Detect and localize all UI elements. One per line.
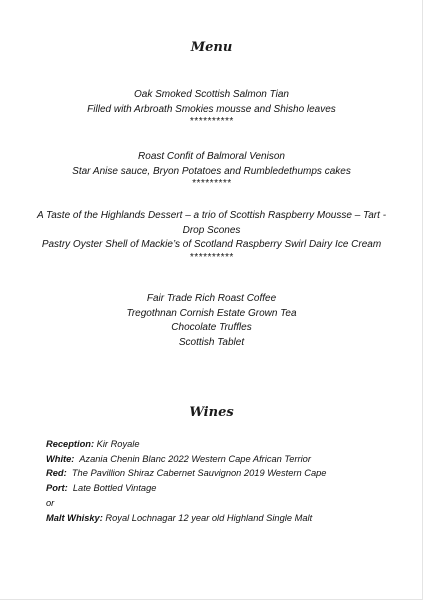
menu-title: Menu — [190, 40, 233, 55]
course-title: Oak Smoked Scottish Salmon Tian — [134, 89, 289, 100]
after-dinner-item: Tregothnan Cornish Estate Grown Tea — [126, 307, 297, 319]
wine-row-reception — [46, 437, 406, 452]
course-title: Roast Confit of Balmoral Venison — [138, 151, 285, 162]
course-separator: ********* — [191, 178, 232, 190]
wine-row-white — [46, 452, 406, 467]
wine-row-malt-whisky — [46, 511, 406, 526]
wine-label: Malt Whisky: — [46, 512, 103, 523]
wine-row-red — [46, 466, 406, 481]
wine-row-or — [46, 496, 406, 511]
wine-label: Port: — [46, 483, 68, 494]
wine-value: The Pavillion Shiraz Cabernet Sauvignon 2019 Western Cape — [71, 468, 327, 479]
course-separator: ********** — [189, 116, 234, 128]
course-separator: ********** — [189, 251, 234, 263]
wine-value: Late Bottled Vintage — [72, 483, 157, 494]
wine-list — [46, 437, 406, 525]
wine-value: Kir Royale — [96, 439, 140, 449]
wine-row-port — [46, 481, 406, 496]
course-dessert — [30, 209, 393, 262]
wines-title: Wines — [189, 405, 234, 420]
after-dinner-item: Scottish Tablet — [178, 336, 245, 348]
wine-label: Reception: — [46, 439, 95, 449]
wine-value: or — [46, 497, 55, 508]
after-dinner-item: Fair Trade Rich Roast Coffee — [146, 293, 277, 304]
course-title: A Taste of the Highlands Dessert – a trio of Scottish Raspberry Mousse – Tart - Drop Scones — [36, 210, 387, 236]
course-starter — [30, 88, 393, 126]
after-dinner-item: Chocolate Truffles — [171, 322, 252, 334]
course-main — [30, 150, 393, 188]
wine-label: Red: — [46, 468, 67, 479]
course-description: Filled with Arbroath Smokies mousse and Shisho leaves — [87, 103, 336, 115]
wine-value: Azania Chenin Blanc 2022 Western Cape African Terrior — [79, 453, 311, 464]
course-description: Pastry Oyster Shell of Mackie’s of Scotland Raspberry Swirl Dairy Ice Cream — [41, 239, 382, 251]
after-dinner-list — [30, 292, 393, 350]
wine-label: White: — [46, 453, 75, 464]
course-description: Star Anise sauce, Bryon Potatoes and Rumbledethumps cakes — [72, 165, 351, 177]
wine-value: Royal Lochnagar 12 year old Highland Single Malt — [105, 512, 313, 523]
